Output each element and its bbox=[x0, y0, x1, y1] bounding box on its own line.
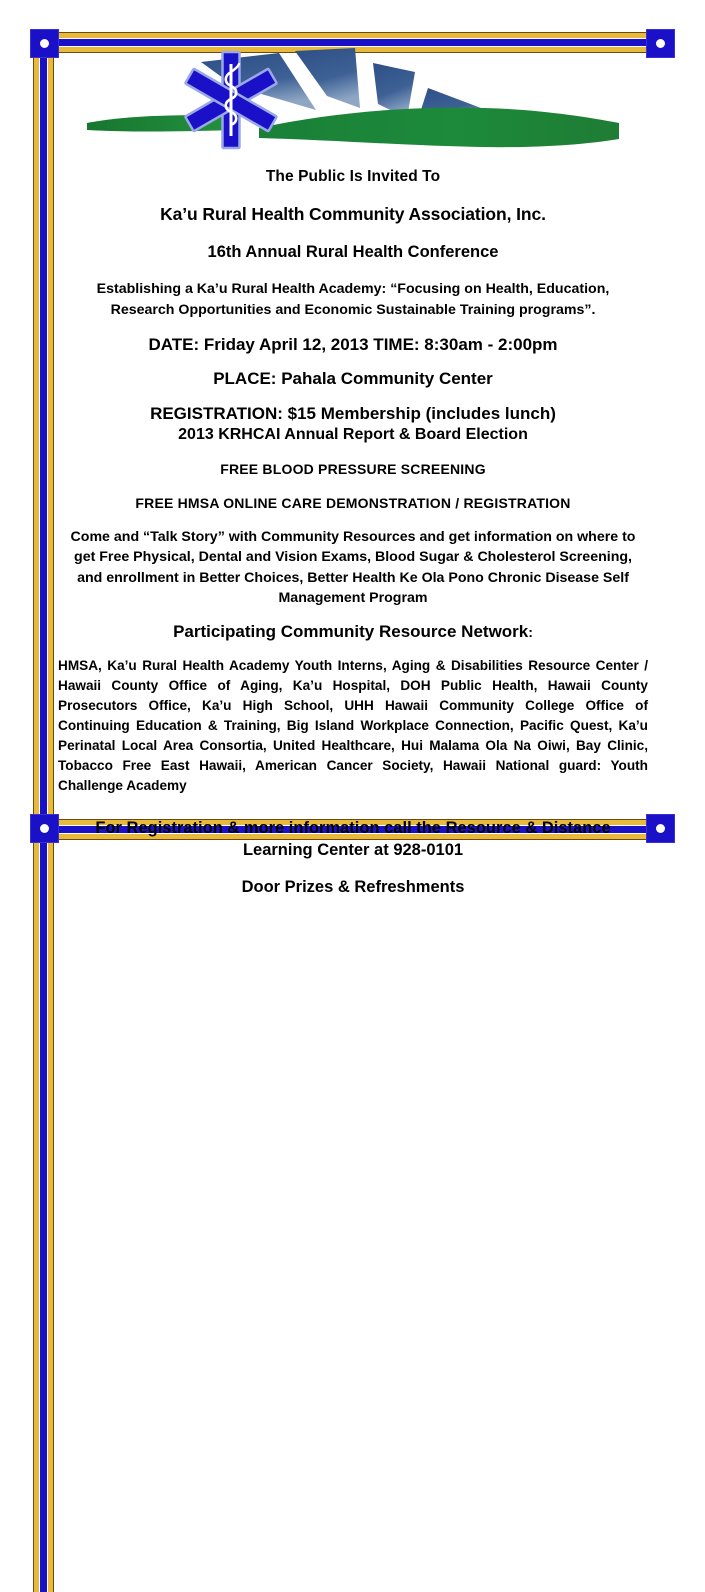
free-service-line-2: FREE HMSA ONLINE CARE DEMONSTRATION / REGISTRATION bbox=[135, 495, 571, 512]
free-service-line-1: FREE BLOOD PRESSURE SCREENING bbox=[220, 461, 486, 478]
place-line: PLACE: Pahala Community Center bbox=[213, 369, 493, 389]
border-bar-right bbox=[33, 812, 54, 1592]
partners-list: HMSA, Ka’u Rural Health Academy Youth Interns, Aging & Disabilities Resource Center / Hawaii County Office of Aging, Ka’u Hospital, DOH Public Health, Hawaii County Prosecutors Office, Ka’u High School, UHH Hawaii Community College Office of Continuing Education & Training, Big Island Workplace Connection, Pacific Quest, Ka’u Perinatal Local Area Consortia, United Healthcare, Hui Malama Ola Na Oiwi, Bay Clinic, Tobacco Free East Hawaii, American Cancer Society, Hawaii National guard: Youth Challenge Academy bbox=[58, 657, 648, 794]
border-stud-bottom-right-icon bbox=[646, 814, 675, 843]
contact-line: For Registration & more information call the Resource & Distance Learning Center at 928-0101 bbox=[95, 818, 611, 860]
border-stud-top-right-icon bbox=[646, 29, 675, 58]
network-heading bbox=[58, 622, 648, 642]
conference-theme: Establishing a Ka’u Rural Health Academy: “Focusing on Health, Education, Research Opportunities and Economic Sustainable Training programs”. bbox=[96, 281, 610, 318]
invitation-line: The Public Is Invited To bbox=[265, 168, 441, 185]
organization-name: Ka’u Rural Health Community Association, Inc. bbox=[160, 204, 546, 224]
talk-story-paragraph: Come and “Talk Story” with Community Resources and get information on where to get Free Physical, Dental and Vision Exams, Blood Sugar & Cholesterol Screening, and enrollment in Better Choices, Better Health Ke Ola Pono Chronic Disease Self Management Program bbox=[70, 529, 636, 606]
organization-logo bbox=[83, 46, 623, 154]
flyer-content bbox=[58, 46, 648, 897]
green-hills-icon bbox=[87, 108, 619, 148]
logo-artwork-icon bbox=[83, 46, 623, 154]
conference-title: 16th Annual Rural Health Conference bbox=[207, 243, 499, 261]
border-stud-top-left-icon bbox=[30, 29, 59, 58]
date-time-line: DATE: Friday April 12, 2013 TIME: 8:30am - 2:00pm bbox=[148, 335, 558, 355]
registration-line: REGISTRATION: $15 Membership (includes lunch) bbox=[150, 404, 556, 424]
border-stud-bottom-left-icon bbox=[30, 814, 59, 843]
door-prizes-line: Door Prizes & Refreshments bbox=[241, 878, 465, 897]
border-bar-left bbox=[33, 32, 54, 812]
network-heading-text: Participating Community Resource Network bbox=[173, 621, 529, 641]
network-heading-colon: : bbox=[528, 623, 533, 640]
annual-report-line: 2013 KRHCAI Annual Report & Board Election bbox=[178, 426, 528, 444]
